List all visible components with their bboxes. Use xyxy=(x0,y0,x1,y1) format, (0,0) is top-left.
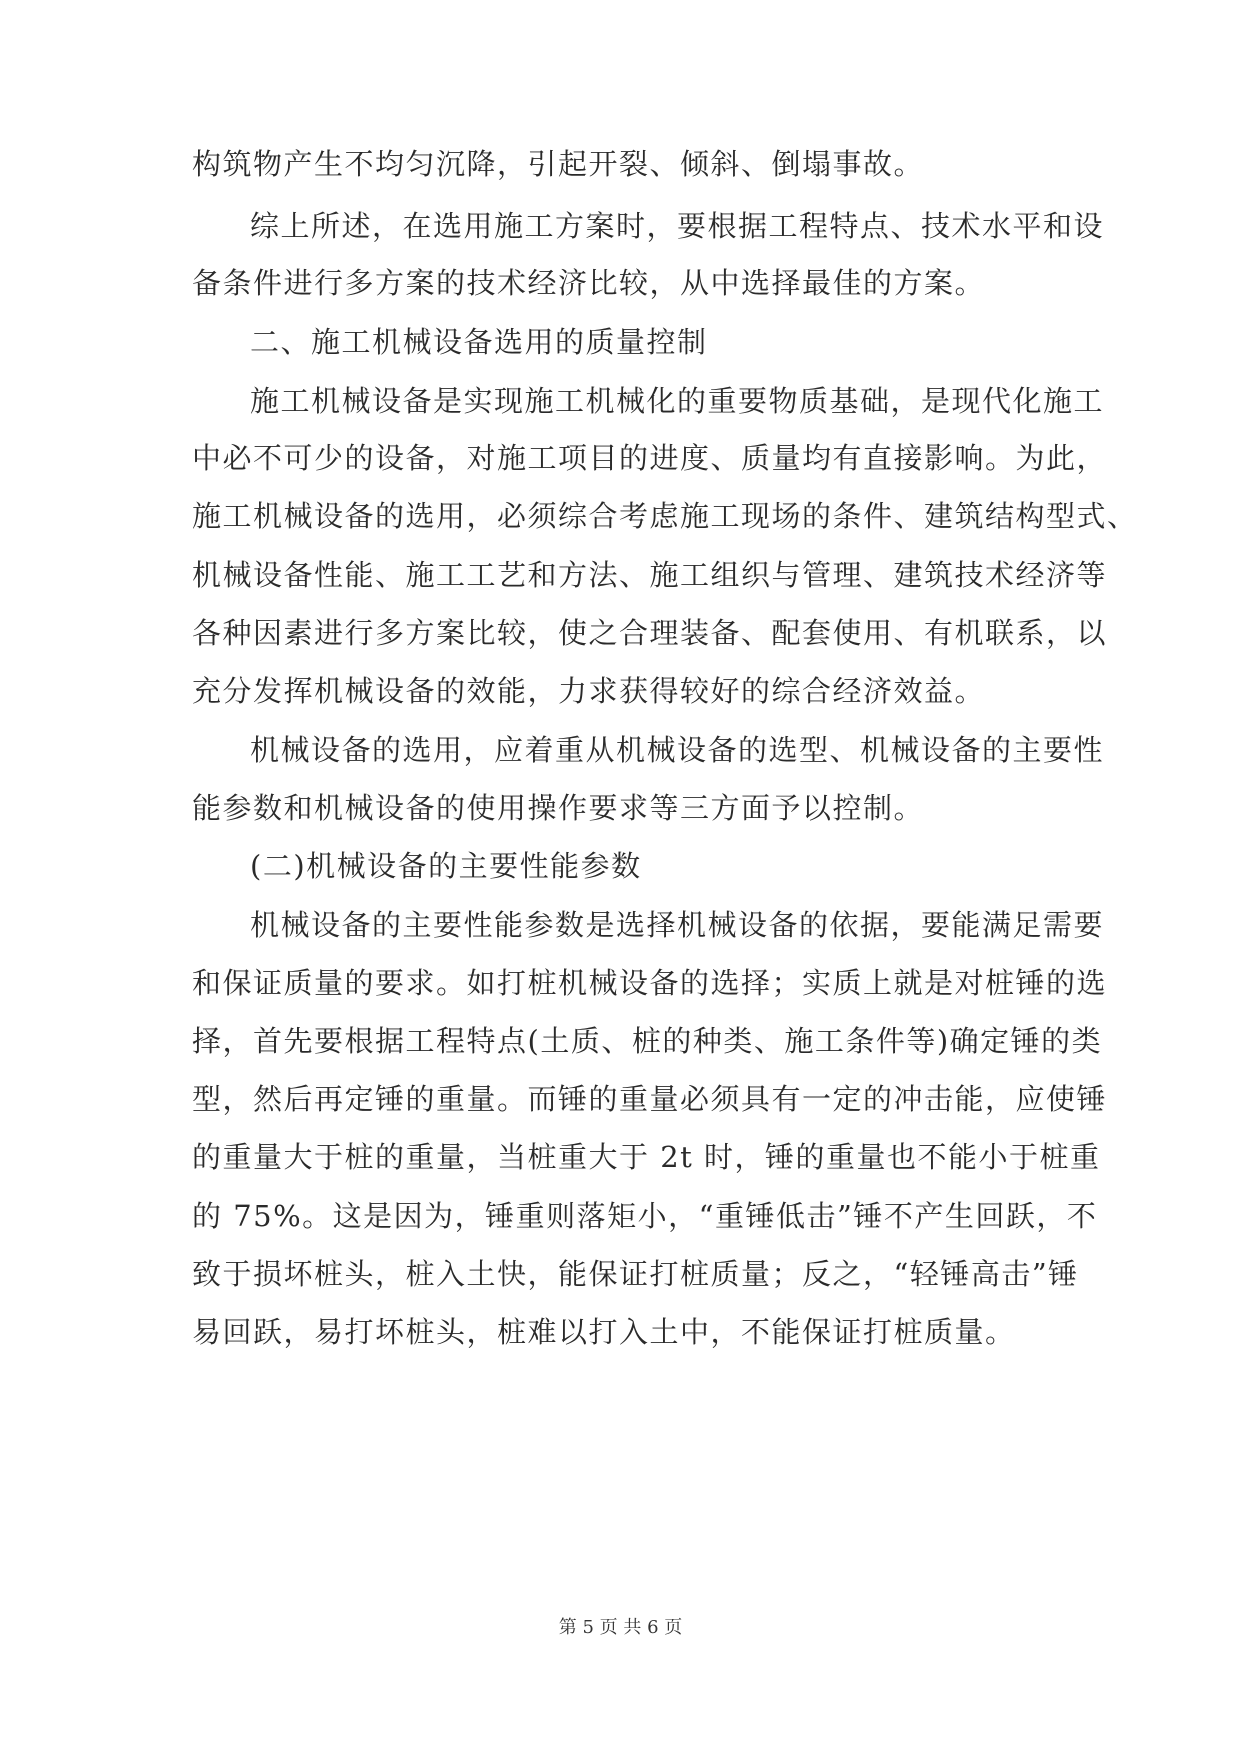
text-line: 施工机械设备的选用，必须综合考虑施工现场的条件、建筑结构型式、 xyxy=(192,499,1138,533)
text-line: 型，然后再定锤的重量。而锤的重量必须具有一定的冲击能，应使锤 xyxy=(192,1082,1108,1116)
text-line: 能参数和机械设备的使用操作要求等三方面予以控制。 xyxy=(192,791,925,825)
text-line: 的 75%。这是因为，锤重则落矩小，“重锤低击”锤不产生回跃，不 xyxy=(192,1199,1098,1233)
text-line: 中必不可少的设备，对施工项目的进度、质量均有直接影响。为此， xyxy=(192,441,1108,475)
subsection-heading: (二)机械设备的主要性能参数 xyxy=(250,849,642,883)
text-line: 机械设备的主要性能参数是选择机械设备的依据，要能满足需要 xyxy=(250,908,1105,942)
text-line: 择，首先要根据工程特点(土质、桩的种类、施工条件等)确定锤的类 xyxy=(192,1024,1103,1058)
text-line: 构筑物产生不均匀沉降，引起开裂、倾斜、倒塌事故。 xyxy=(192,147,925,181)
text-line: 施工机械设备是实现施工机械化的重要物质基础，是现代化施工 xyxy=(250,384,1105,418)
section-heading: 二、施工机械设备选用的质量控制 xyxy=(250,325,708,359)
text-line: 和保证质量的要求。如打桩机械设备的选择；实质上就是对桩锤的选 xyxy=(192,966,1108,1000)
text-line: 各种因素进行多方案比较，使之合理装备、配套使用、有机联系，以 xyxy=(192,616,1108,650)
text-line: 机械设备的选用，应着重从机械设备的选型、机械设备的主要性 xyxy=(250,733,1105,767)
text-line: 综上所述，在选用施工方案时，要根据工程特点、技术水平和设 xyxy=(250,209,1105,243)
text-line: 充分发挥机械设备的效能，力求获得较好的综合经济效益。 xyxy=(192,674,986,708)
text-line: 备条件进行多方案的技术经济比较，从中选择最佳的方案。 xyxy=(192,266,986,300)
text-line: 机械设备性能、施工工艺和方法、施工组织与管理、建筑技术经济等 xyxy=(192,558,1108,592)
text-line: 的重量大于桩的重量，当桩重大于 2t 时，锤的重量也不能小于桩重 xyxy=(192,1140,1101,1174)
page-number: 第 5 页 共 6 页 xyxy=(558,1617,683,1638)
text-line: 致于损坏桩头，桩入土快，能保证打桩质量；反之，“轻锤高击”锤 xyxy=(192,1257,1079,1291)
text-line: 易回跃，易打坏桩头，桩难以打入土中，不能保证打桩质量。 xyxy=(192,1315,1016,1349)
